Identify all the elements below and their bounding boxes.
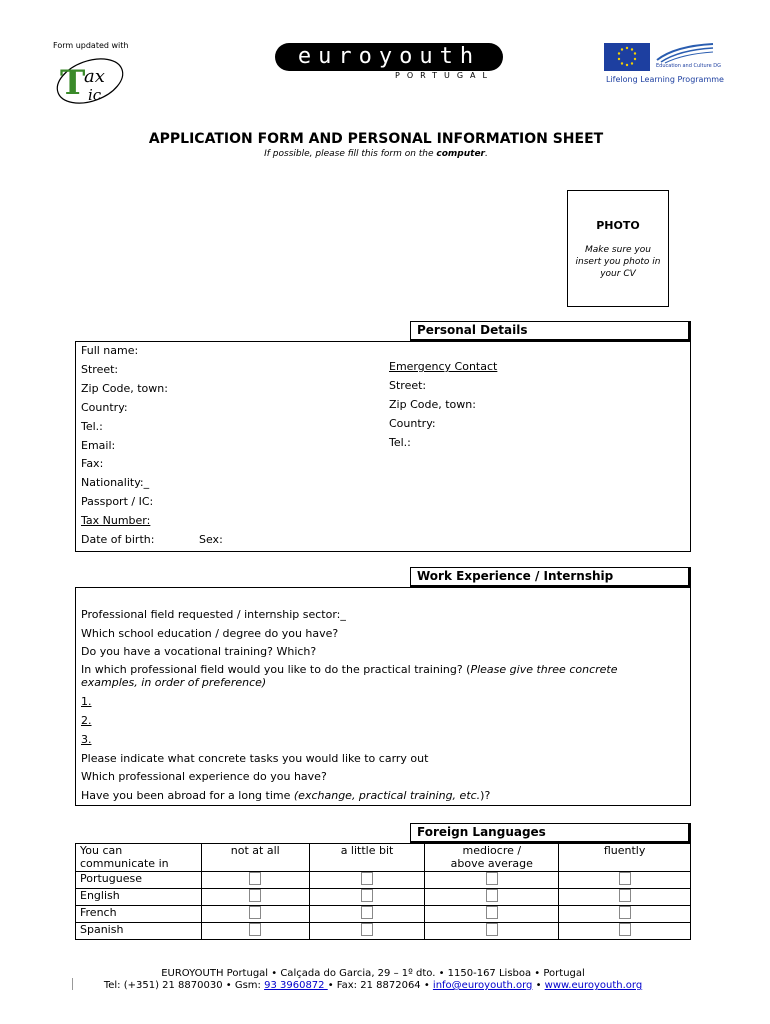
work-q7 xyxy=(81,789,490,802)
emergency-street-label: Street: xyxy=(389,379,427,392)
footer-contact xyxy=(0,980,746,991)
zip-code-label: Zip Code, town: xyxy=(81,382,168,395)
emergency-country-label: Country: xyxy=(389,417,436,430)
languages-header-row xyxy=(76,844,691,872)
table-row xyxy=(76,889,691,906)
lang-col-header-4: fluently xyxy=(559,844,691,872)
language-name: French xyxy=(76,906,202,923)
foreign-languages-header: Foreign Languages xyxy=(410,823,691,844)
languages-table xyxy=(75,843,691,940)
work-q1: Professional field requested / internship sector:_ xyxy=(81,608,346,621)
euroyouth-logo-sub: PORTUGAL xyxy=(395,71,494,80)
work-q4-line1 xyxy=(81,663,617,676)
language-name: Portuguese xyxy=(76,872,202,889)
work-q4-line2: examples, in order of preference) xyxy=(81,676,267,689)
work-item-3: 3. xyxy=(81,733,92,746)
lang-col3-line2: above average xyxy=(450,857,533,870)
footer-sep: • xyxy=(532,980,545,991)
checkbox-fluently[interactable] xyxy=(619,906,631,919)
svg-text:ax: ax xyxy=(84,66,105,87)
work-q2: Which school education / degree do you have? xyxy=(81,627,339,640)
footer-fax: • Fax: 21 8872064 • xyxy=(327,980,433,991)
lang-col-header-3 xyxy=(425,844,559,872)
country-label: Country: xyxy=(81,401,128,414)
email-label: Email: xyxy=(81,439,116,452)
footer-tel: Tel: (+351) 21 8870030 • Gsm: xyxy=(103,980,265,991)
page-title: APPLICATION FORM AND PERSONAL INFORMATION SHEET xyxy=(148,131,604,147)
work-q7-italic: (exchange, practical training, etc. xyxy=(293,789,481,802)
emergency-tel-label: Tel.: xyxy=(389,436,411,449)
subtitle-bold: computer xyxy=(436,149,485,159)
checkbox-a-little-bit[interactable] xyxy=(361,872,373,885)
svg-text:ic: ic xyxy=(88,86,102,104)
footer-address: EUROYOUTH Portugal • Calçada do Garcia, 29 – 1º dto. • 1150-167 Lisboa • Portugal xyxy=(161,968,585,979)
work-q3: Do you have a vocational training? Which? xyxy=(81,645,317,658)
photo-note: Make sure you insert you photo in your CV xyxy=(575,245,661,279)
checkbox-fluently[interactable] xyxy=(619,889,631,902)
euroyouth-logo xyxy=(275,43,503,71)
checkbox-not-at-all[interactable] xyxy=(249,872,261,885)
work-q6: Which professional experience do you have? xyxy=(81,770,327,783)
footer-email-link[interactable]: info@euroyouth.org xyxy=(432,980,533,991)
checkbox-not-at-all[interactable] xyxy=(249,923,261,936)
checkbox-fluently[interactable] xyxy=(619,872,631,885)
full-name-label: Full name: xyxy=(81,344,139,357)
work-item-1: 1. xyxy=(81,695,92,708)
lang-col0-line2: communicate in xyxy=(80,857,169,870)
eu-flag-icon xyxy=(604,43,650,71)
eu-caption-small: Education and Culture DG xyxy=(656,63,721,69)
checkbox-fluently[interactable] xyxy=(619,923,631,936)
subtitle-pre: If possible, please fill this form on the xyxy=(264,149,437,159)
work-q7-pre: Have you been abroad for a long time xyxy=(81,789,294,802)
checkbox-not-at-all[interactable] xyxy=(249,906,261,919)
work-q7-post: )? xyxy=(480,789,491,802)
table-row xyxy=(76,906,691,923)
lang-col-header-1: not at all xyxy=(201,844,309,872)
checkbox-not-at-all[interactable] xyxy=(249,889,261,902)
fax-label: Fax: xyxy=(81,457,104,470)
photo-label: PHOTO xyxy=(596,219,640,232)
work-q5: Please indicate what concrete tasks you would like to carry out xyxy=(81,752,429,765)
personal-details-header: Personal Details xyxy=(410,321,691,342)
sex-label: Sex: xyxy=(199,533,223,546)
passport-label: Passport / IC: xyxy=(81,495,154,508)
page-subtitle xyxy=(0,149,752,159)
work-item-2: 2. xyxy=(81,714,92,727)
checkbox-mediocre[interactable] xyxy=(486,889,498,902)
checkbox-mediocre[interactable] xyxy=(486,872,498,885)
footer-gsm-link[interactable]: 93 3960872 xyxy=(264,980,328,991)
lang-col-header-2: a little bit xyxy=(309,844,425,872)
tel-label: Tel.: xyxy=(81,420,103,433)
eu-caption: Lifelong Learning Programme xyxy=(606,75,724,84)
checkbox-a-little-bit[interactable] xyxy=(361,889,373,902)
form-updated-with-text: Form updated with xyxy=(53,41,129,50)
checkbox-mediocre[interactable] xyxy=(486,906,498,919)
subtitle-post: . xyxy=(485,149,488,159)
language-name: English xyxy=(76,889,202,906)
taxic-logo xyxy=(52,52,130,114)
checkbox-mediocre[interactable] xyxy=(486,923,498,936)
table-row xyxy=(76,872,691,889)
checkbox-a-little-bit[interactable] xyxy=(361,906,373,919)
nationality-label: Nationality:_ xyxy=(81,476,150,489)
lang-col-header-0 xyxy=(76,844,202,872)
work-experience-header: Work Experience / Internship xyxy=(410,567,691,588)
tax-number-label: Tax Number: xyxy=(81,514,151,527)
street-label: Street: xyxy=(81,363,119,376)
lang-col0-line1: You can xyxy=(80,844,123,857)
footer-web-link[interactable]: www.euroyouth.org xyxy=(544,980,643,991)
date-of-birth-label: Date of birth: xyxy=(81,533,155,546)
personal-details-section xyxy=(75,341,691,552)
emergency-zip-label: Zip Code, town: xyxy=(389,398,476,411)
euroyouth-logo-text: euroyouth xyxy=(297,44,481,69)
table-row xyxy=(76,923,691,940)
lang-col3-line1: mediocre / xyxy=(462,844,522,857)
language-name: Spanish xyxy=(76,923,202,940)
emergency-contact-title: Emergency Contact xyxy=(389,360,498,373)
work-q4-pre: In which professional field would you like to do the practical training? ( xyxy=(81,663,471,676)
photo-box[interactable] xyxy=(567,190,669,307)
svg-text:T: T xyxy=(60,63,86,103)
work-q4-italic1: Please give three concrete xyxy=(470,663,618,676)
checkbox-a-little-bit[interactable] xyxy=(361,923,373,936)
